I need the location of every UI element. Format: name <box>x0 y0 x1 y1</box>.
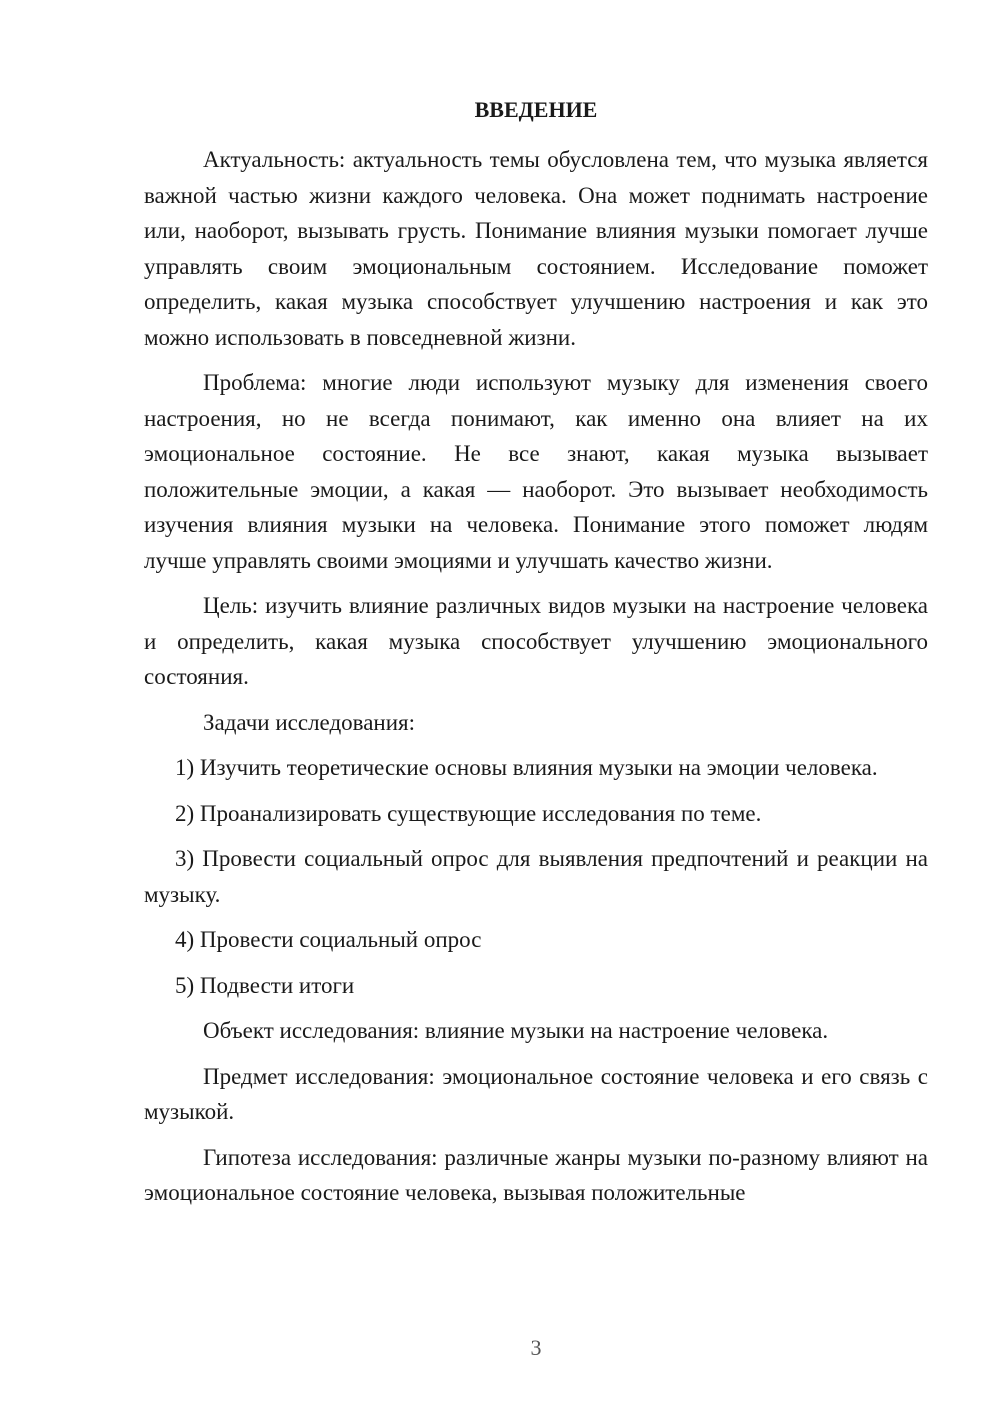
tasks-title: Задачи исследования: <box>203 709 416 735</box>
task-item-1: 1) Изучить теоретические основы влияния музыки на эмоции человека. <box>175 755 878 780</box>
task-item-2: 2) Проанализировать существующие исследования по теме. <box>175 800 762 826</box>
document-body <box>144 142 928 1221</box>
task-item-4: 4) Провести социальный опрос <box>175 927 482 952</box>
object-paragraph: Объект исследования: влияние музыки на настроение человека. <box>203 1018 829 1043</box>
hypothesis-paragraph: Гипотеза исследования: различные жанры музыки по-разному влияют на эмоциональное состояние человека, вызывая положительные <box>144 1144 928 1205</box>
section-heading: ВВЕДЕНИЕ <box>474 97 598 122</box>
relevance-paragraph: Актуальность: актуальность темы обусловлена тем, что музыка является важной частью жизни каждого человека. Она может поднимать настроение или, наоборот, вызывать грусть. Понимание влияния музыки помогает лучше управлять своим эмоциональным состоянием. Исследование поможет определить, какая музыка способствует улучшению настроения и как это можно использовать в повседневной жизни. <box>144 147 928 350</box>
page-number: 3 <box>530 1335 542 1360</box>
problem-paragraph: Проблема: многие люди используют музыку для изменения своего настроения, но не всегда понимают, как именно она влияет на их эмоциональное состояние. Не все знают, какая музыка вызывает положительные эмоции, а какая — наоборот. Это вызывает необходимость изучения влияния музыки на человека. Понимание этого поможет людям лучше управлять своими эмоциями и улучшать качество жизни. <box>144 370 928 573</box>
task-item-5: 5) Подвести итоги <box>175 972 355 998</box>
task-item-3: 3) Провести социальный опрос для выявления предпочтений и реакции на музыку. <box>144 846 928 907</box>
subject-paragraph: Предмет исследования: эмоциональное состояние человека и его связь с музыкой. <box>144 1063 928 1124</box>
goal-paragraph: Цель: изучить влияние различных видов музыки на настроение человека и определить, какая музыка способствует улучшению эмоционального состояния. <box>144 593 928 689</box>
